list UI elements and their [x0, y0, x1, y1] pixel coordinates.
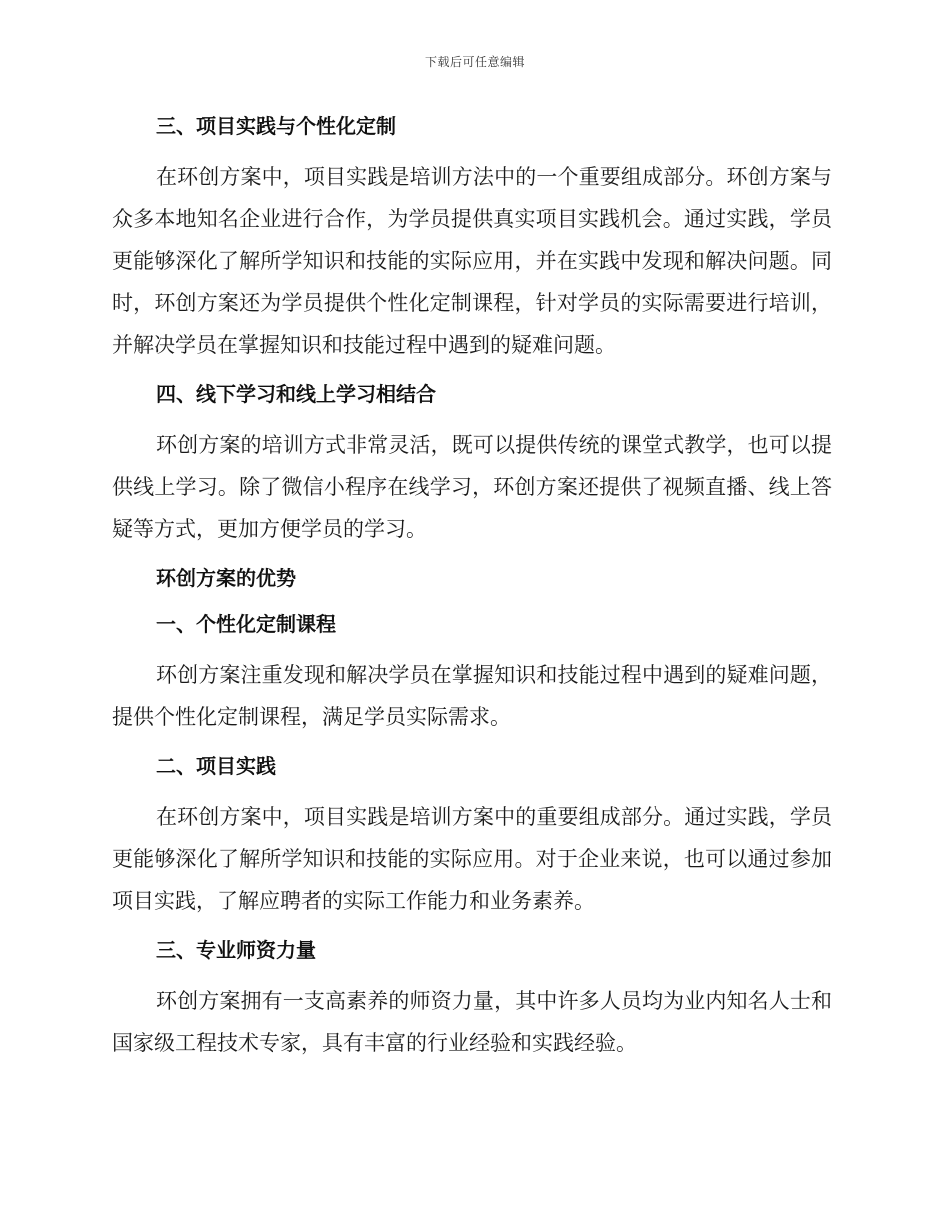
section-heading-faculty: 三、专业师资力量 [156, 938, 316, 962]
paragraph-faculty: 环创方案拥有一支高素养的师资力量，其中许多人员均为业内知名人士和国家级工程技术专家，具有丰富的行业经验和实践经验。 [112, 989, 832, 1055]
paragraph-offline-online-learning: 环创方案的培训方式非常灵活，既可以提供传统的课堂式教学，也可以提供线上学习。除了微信小程序在线学习，环创方案还提供了视频直播、线上答疑等方式，更加方便学员的学习。 [112, 433, 832, 541]
section-heading-project-practice: 二、项目实践 [156, 754, 276, 778]
section-heading-project-practice-customization: 三、项目实践与个性化定制 [156, 114, 396, 138]
paragraph-project-practice: 在环创方案中，项目实践是培训方案中的重要组成部分。通过实践，学员更能够深化了解所学知识和技能的实际应用。对于企业来说，也可以通过参加项目实践，了解应聘者的实际工作能力和业务素养。 [112, 805, 832, 913]
document-body [112, 110, 832, 1076]
page-header: 下载后可任意编辑 [424, 55, 525, 69]
paragraph-project-practice-customization: 在环创方案中，项目实践是培训方法中的一个重要组成部分。环创方案与众多本地知名企业进行合作，为学员提供真实项目实践机会。通过实践，学员更能够深化了解所学知识和技能的实际应用，并在实践中发现和解决问题。同时，环创方案还为学员提供个性化定制课程，针对学员的实际需要进行培训，并解决学员在掌握知识和技能过程中遇到的疑难问题。 [112, 165, 832, 357]
section-heading-custom-courses: 一、个性化定制课程 [156, 612, 336, 636]
section-heading-offline-online-learning: 四、线下学习和线上学习相结合 [156, 382, 436, 406]
paragraph-custom-courses: 环创方案注重发现和解决学员在掌握知识和技能过程中遇到的疑难问题，提供个性化定制课程，满足学员实际需求。 [112, 663, 832, 729]
section-heading-advantages: 环创方案的优势 [156, 566, 296, 590]
